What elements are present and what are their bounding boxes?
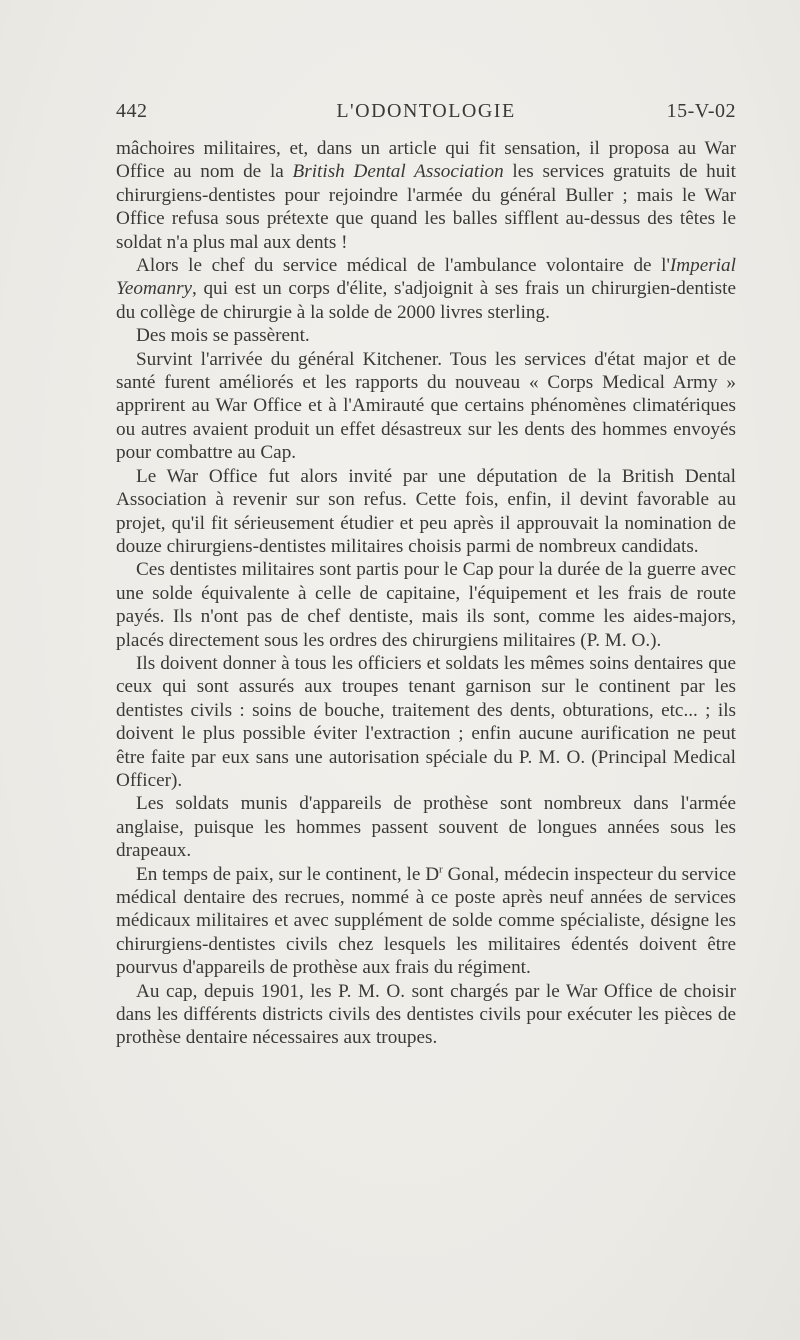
italic-text: British Dental Association: [292, 161, 504, 183]
paragraph-text: Au cap, depuis 1901, les P. M. O. sont chargés par le War Office de choisir dans les différents districts civils des dentistes civils pour exécuter les pièces de prothèse dentaire nécessaires aux troupes.: [116, 980, 736, 1049]
paragraph: [116, 652, 736, 792]
paragraph-text: Ces dentistes militaires sont partis pour le Cap pour la durée de la guerre avec une solde équivalente à celle de capitaine, l'équipement et les frais de route payés. Ils n'ont pas de chef dentiste, mais ils sont, comme les aides-majors, placés directement sous les ordres des chirurgiens militaires (P. M. O.).: [116, 559, 736, 651]
paragraph: [116, 863, 736, 980]
paragraph: [116, 348, 736, 465]
issue-date: 15-V-02: [666, 100, 736, 122]
paragraph-text: , qui est un corps d'élite, s'adjoignit à ses frais un chirurgien-dentiste du collège de chirurgie à la solde de 2000 livres sterling.: [116, 278, 736, 323]
paragraph-text: les services gratuits de huit chirurgiens-dentistes pour rejoindre l'armée du général Buller ; mais le War Office refusa sous prétexte que quand les balles sifflent au-dessus des têtes le soldat n'a plus mal aux dents !: [116, 161, 736, 253]
paragraph: [116, 980, 736, 1050]
paragraph: [116, 792, 736, 862]
superscript-text: r: [439, 863, 443, 876]
paragraph-text: Les soldats munis d'appareils de prothèse sont nombreux dans l'armée anglaise, puisque les hommes passent souvent de longues années sous les drapeaux.: [116, 793, 736, 862]
paragraph: [116, 465, 736, 559]
paragraph: [116, 137, 736, 254]
running-title: L'ODONTOLOGIE: [336, 100, 516, 122]
paragraph-text: En temps de paix, sur le continent, le D: [136, 863, 440, 885]
paragraph-text: Alors le chef du service médical de l'ambulance volontaire de l': [136, 255, 670, 277]
running-header: [116, 100, 736, 130]
paragraph-text: Le War Office fut alors invité par une députation de la British Dental Association à revenir sur son refus. Cette fois, enfin, il devint favorable au projet, qu'il fit sérieusement étudier et peu après il approuvait la nomination de douze chirurgiens-dentistes militaires choisis parmi de nombreux candidats.: [116, 465, 736, 557]
paragraph: [116, 254, 736, 324]
paragraph-text: Survint l'arrivée du général Kitchener. Tous les services d'état major et de santé furent améliorés et les rapports du nouveau « Corps Medical Army » apprirent au War Office et à l'Amirauté que certains phénomènes climatériques ou autres avaient produit un effet désastreux sur les dents des hommes envoyés pour combattre au Cap.: [116, 348, 736, 464]
paragraph-text: Gonal, médecin inspecteur du service médical dentaire des recrues, nommé à ce poste après neuf années de services médicaux militaires et avec supplément de solde comme spécialiste, désigne les chirurgiens-dentistes civils chez lesquels les militaires édentés doivent être pourvus d'appareils de prothèse aux frais du régiment.: [116, 863, 736, 979]
paragraph: [116, 324, 736, 347]
italic-text: Imperial Yeomanry: [116, 255, 736, 300]
paragraph-text: mâchoires militaires, et, dans un article qui fit sensation, il proposa au War Office au nom de la: [116, 138, 736, 183]
paragraph-text: Des mois se passèrent.: [136, 325, 310, 347]
paragraph-text: Ils doivent donner à tous les officiers et soldats les mêmes soins dentaires que ceux qui sont assurés aux troupes tenant garnison sur le continent par les dentistes civils : soins de bouche, traitement des dents, obturations, etc... ; ils doivent le plus possible éviter l'extraction ; enfin aucune aurification ne peut être faite par eux sans une autorisation spéciale du P. M. O. (Principal Medical Officer).: [116, 652, 736, 791]
body-text: [116, 137, 736, 1050]
page-number: 442: [116, 100, 148, 122]
paragraph: [116, 558, 736, 652]
